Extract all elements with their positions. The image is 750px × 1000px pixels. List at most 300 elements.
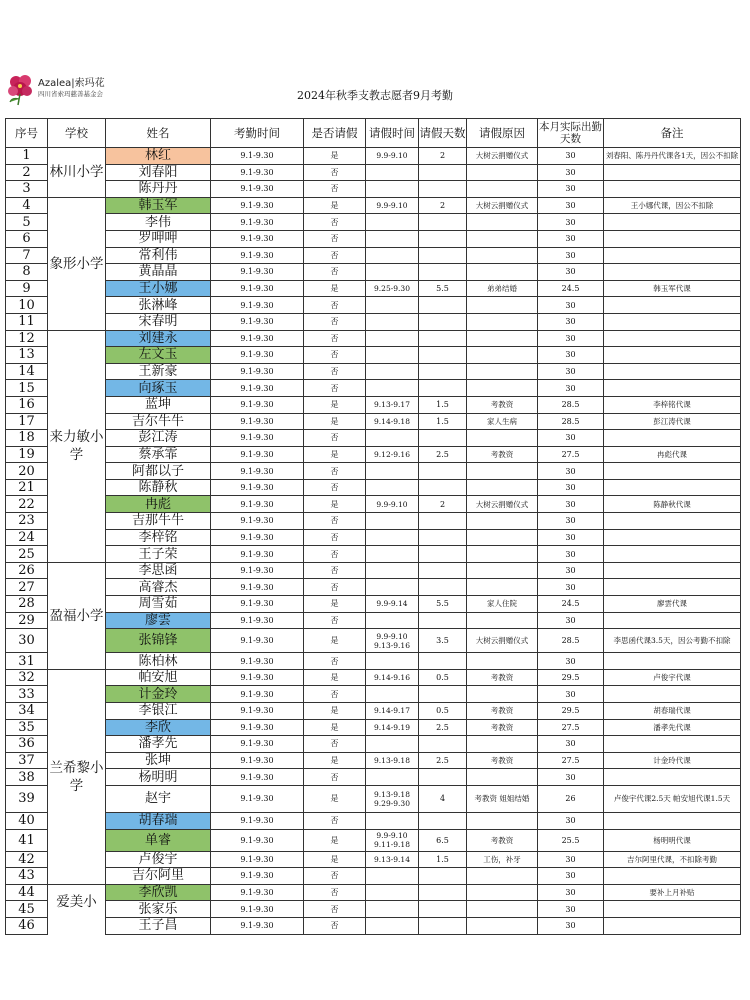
table-row [6,529,741,546]
header-row [6,119,741,148]
leave-days: 2.5 [419,446,467,463]
notes [604,917,741,934]
leave-reason: 大树云捐赠仪式 [467,629,538,653]
actual-days: 30 [538,901,604,918]
leave-period [366,347,419,364]
notes: 冉彪代课 [604,446,741,463]
leave-days: 2.5 [419,719,467,736]
attendance-period: 9.1-9.30 [211,596,304,613]
row-number: 28 [6,596,48,613]
attendance-period: 9.1-9.30 [211,297,304,314]
notes [604,868,741,885]
leave-period: 9.14-9.17 [366,703,419,720]
volunteer-name: 吉那牛牛 [106,513,211,530]
attendance-period: 9.1-9.30 [211,752,304,769]
notes [604,313,741,330]
on-leave: 否 [304,264,366,281]
leave-reason [467,313,538,330]
row-number: 16 [6,396,48,413]
table-row [6,579,741,596]
attendance-period: 9.1-9.30 [211,562,304,579]
table-row [6,230,741,247]
leave-days [419,214,467,231]
actual-days: 30 [538,653,604,670]
leave-reason [467,330,538,347]
on-leave: 是 [304,752,366,769]
on-leave: 是 [304,280,366,297]
attendance-period: 9.1-9.30 [211,247,304,264]
notes [604,430,741,447]
leave-period [366,868,419,885]
notes: 卢俊宇代课2.5天 帕安旭代课1.5天 [604,785,741,812]
volunteer-name: 彭江涛 [106,430,211,447]
row-number: 17 [6,413,48,430]
leave-days [419,513,467,530]
leave-period [366,513,419,530]
attendance-period: 9.1-9.30 [211,230,304,247]
actual-days: 27.5 [538,446,604,463]
notes [604,653,741,670]
notes [604,247,741,264]
notes [604,736,741,753]
attendance-period: 9.1-9.30 [211,363,304,380]
notes [604,479,741,496]
actual-days: 30 [538,363,604,380]
notes: 杨明明代课 [604,829,741,851]
row-number: 18 [6,430,48,447]
attendance-period: 9.1-9.30 [211,330,304,347]
attendance-period: 9.1-9.30 [211,546,304,563]
notes: 胡春瑞代课 [604,703,741,720]
leave-period [366,247,419,264]
on-leave: 否 [304,297,366,314]
volunteer-name: 高睿杰 [106,579,211,596]
attendance-period: 9.1-9.30 [211,148,304,165]
leave-reason: 家人生病 [467,413,538,430]
row-number: 4 [6,197,48,214]
school-name: 盈福小学 [48,562,106,669]
volunteer-name: 陈丹丹 [106,181,211,198]
leave-reason [467,164,538,181]
leave-period [366,612,419,629]
attendance-period: 9.1-9.30 [211,280,304,297]
table-row [6,703,741,720]
table-row [6,917,741,934]
volunteer-name: 李欣 [106,719,211,736]
notes: 陈静秋代课 [604,496,741,513]
leave-reason: 工伤，补牙 [467,851,538,868]
notes [604,181,741,198]
leave-period [366,214,419,231]
on-leave: 否 [304,868,366,885]
table-row [6,297,741,314]
on-leave: 否 [304,513,366,530]
on-leave: 否 [304,579,366,596]
row-number: 42 [6,851,48,868]
on-leave: 否 [304,181,366,198]
leave-period [366,769,419,786]
table-row [6,785,741,812]
volunteer-name: 李伟 [106,214,211,231]
attendance-period: 9.1-9.30 [211,347,304,364]
leave-period [366,736,419,753]
header-seq: 序号 [6,119,48,148]
volunteer-name: 张家乐 [106,901,211,918]
attendance-period: 9.1-9.30 [211,496,304,513]
on-leave: 否 [304,214,366,231]
row-number: 21 [6,479,48,496]
row-number: 19 [6,446,48,463]
actual-days: 30 [538,546,604,563]
volunteer-name: 吉尔阿里 [106,868,211,885]
leave-days [419,901,467,918]
row-number: 1 [6,148,48,165]
actual-days: 30 [538,496,604,513]
row-number: 29 [6,612,48,629]
row-number: 10 [6,297,48,314]
volunteer-name: 吉尔牛牛 [106,413,211,430]
attendance-period: 9.1-9.30 [211,396,304,413]
attendance-period: 9.1-9.30 [211,612,304,629]
leave-days [419,546,467,563]
logo-subtitle: 四川省索玛慈善基金会 [38,90,103,98]
attendance-period: 9.1-9.30 [211,579,304,596]
leave-days: 3.5 [419,629,467,653]
table-row [6,264,741,281]
on-leave: 否 [304,812,366,829]
volunteer-name: 宋春明 [106,313,211,330]
row-number: 26 [6,562,48,579]
attendance-period: 9.1-9.30 [211,669,304,686]
school-name: 林川小学 [48,148,106,198]
actual-days: 30 [538,181,604,198]
leave-days: 4 [419,785,467,812]
leave-reason [467,529,538,546]
notes [604,579,741,596]
table-row [6,812,741,829]
on-leave: 否 [304,479,366,496]
table-row [6,380,741,397]
volunteer-name: 陈柏林 [106,653,211,670]
row-number: 2 [6,164,48,181]
notes [604,363,741,380]
attendance-period: 9.1-9.30 [211,197,304,214]
actual-days: 30 [538,769,604,786]
on-leave: 是 [304,829,366,851]
header-name: 姓名 [106,119,211,148]
leave-days [419,479,467,496]
on-leave: 是 [304,719,366,736]
leave-period [366,884,419,901]
leave-period [366,812,419,829]
actual-days: 30 [538,197,604,214]
on-leave: 否 [304,653,366,670]
leave-period: 9.13-9.18 [366,752,419,769]
leave-days [419,380,467,397]
leave-days: 1.5 [419,413,467,430]
on-leave: 否 [304,917,366,934]
actual-days: 30 [538,247,604,264]
row-number: 30 [6,629,48,653]
notes [604,546,741,563]
on-leave: 否 [304,363,366,380]
actual-days: 30 [538,562,604,579]
attendance-period: 9.1-9.30 [211,851,304,868]
table-row [6,629,741,653]
attendance-table [5,118,741,935]
volunteer-name: 李银江 [106,703,211,720]
actual-days: 30 [538,479,604,496]
row-number: 39 [6,785,48,812]
school-name: 爱美小 [48,884,106,934]
leave-reason: 考教资 [467,669,538,686]
attendance-period: 9.1-9.30 [211,653,304,670]
leave-days [419,164,467,181]
table-row [6,347,741,364]
leave-reason [467,380,538,397]
notes [604,769,741,786]
leave-reason: 考教资 [467,719,538,736]
header-leave-days: 请假天数 [419,119,467,148]
row-number: 33 [6,686,48,703]
attendance-period: 9.1-9.30 [211,380,304,397]
leave-days [419,230,467,247]
attendance-period: 9.1-9.30 [211,413,304,430]
on-leave: 是 [304,629,366,653]
table-row [6,868,741,885]
actual-days: 30 [538,430,604,447]
table-row [6,612,741,629]
leave-period [366,363,419,380]
attendance-period: 9.1-9.30 [211,264,304,281]
on-leave: 是 [304,197,366,214]
on-leave: 否 [304,546,366,563]
school-name: 来力敏小学 [48,330,106,562]
leave-period: 9.9-9.10 [366,496,419,513]
table-row [6,413,741,430]
leave-days [419,330,467,347]
volunteer-name: 刘建永 [106,330,211,347]
leave-days: 2 [419,496,467,513]
on-leave: 否 [304,330,366,347]
leave-reason [467,653,538,670]
leave-reason [467,736,538,753]
volunteer-name: 刘春阳 [106,164,211,181]
notes: 刘春阳、陈丹丹代课各1天，因公不扣除 [604,148,741,165]
actual-days: 28.5 [538,396,604,413]
table-body [6,148,741,935]
attendance-period: 9.1-9.30 [211,446,304,463]
leave-days [419,247,467,264]
leave-reason [467,513,538,530]
leave-reason [467,463,538,480]
table-row [6,164,741,181]
row-number: 5 [6,214,48,231]
leave-days [419,769,467,786]
on-leave: 否 [304,529,366,546]
notes: 计金玲代课 [604,752,741,769]
volunteer-name: 左文玉 [106,347,211,364]
leave-period [366,529,419,546]
attendance-period: 9.1-9.30 [211,868,304,885]
actual-days: 30 [538,529,604,546]
leave-period: 9.13-9.17 [366,396,419,413]
actual-days: 30 [538,612,604,629]
volunteer-name: 卢俊宇 [106,851,211,868]
actual-days: 29.5 [538,703,604,720]
row-number: 32 [6,669,48,686]
row-number: 41 [6,829,48,851]
notes [604,463,741,480]
attendance-period: 9.1-9.30 [211,812,304,829]
leave-reason [467,264,538,281]
notes: 廖雲代课 [604,596,741,613]
actual-days: 29.5 [538,669,604,686]
row-number: 38 [6,769,48,786]
actual-days: 30 [538,884,604,901]
table-row [6,148,741,165]
table-row [6,686,741,703]
actual-days: 25.5 [538,829,604,851]
actual-days: 24.5 [538,280,604,297]
attendance-period: 9.1-9.30 [211,829,304,851]
leave-period [366,430,419,447]
table-row [6,562,741,579]
row-number: 6 [6,230,48,247]
row-number: 12 [6,330,48,347]
volunteer-name: 林红 [106,148,211,165]
volunteer-name: 李思函 [106,562,211,579]
leave-period [366,463,419,480]
leave-period: 9.13-9.18 9.29-9.30 [366,785,419,812]
on-leave: 否 [304,562,366,579]
leave-period [366,264,419,281]
row-number: 27 [6,579,48,596]
leave-period [366,562,419,579]
leave-days [419,653,467,670]
leave-days: 2 [419,197,467,214]
leave-days: 1.5 [419,396,467,413]
leave-days [419,868,467,885]
table-row [6,214,741,231]
row-number: 11 [6,313,48,330]
notes: 李思函代课3.5天，因公考勤不扣除 [604,629,741,653]
leave-reason [467,562,538,579]
leave-reason [467,430,538,447]
actual-days: 30 [538,380,604,397]
leave-period [366,380,419,397]
leave-days [419,529,467,546]
row-number: 9 [6,280,48,297]
on-leave: 是 [304,396,366,413]
leave-reason: 大树云捐赠仪式 [467,197,538,214]
volunteer-name: 王小娜 [106,280,211,297]
leave-period: 9.14-9.16 [366,669,419,686]
leave-period [366,230,419,247]
volunteer-name: 胡春瑞 [106,812,211,829]
leave-days [419,430,467,447]
on-leave: 否 [304,769,366,786]
volunteer-name: 赵宇 [106,785,211,812]
row-number: 25 [6,546,48,563]
table-row [6,496,741,513]
volunteer-name: 张淋峰 [106,297,211,314]
actual-days: 28.5 [538,413,604,430]
volunteer-name: 周雪茹 [106,596,211,613]
leave-reason [467,546,538,563]
header-leave-period: 请假时间 [366,119,419,148]
notes [604,812,741,829]
notes: 吉尔阿里代课，不扣除考勤 [604,851,741,868]
attendance-period: 9.1-9.30 [211,181,304,198]
leave-reason: 大树云捐赠仪式 [467,496,538,513]
leave-period [366,313,419,330]
on-leave: 否 [304,347,366,364]
header-attendance-period: 考勤时间 [211,119,304,148]
notes [604,297,741,314]
actual-days: 24.5 [538,596,604,613]
notes: 李梓铭代课 [604,396,741,413]
table-row [6,463,741,480]
volunteer-name: 计金玲 [106,686,211,703]
row-number: 40 [6,812,48,829]
on-leave: 是 [304,496,366,513]
on-leave: 否 [304,612,366,629]
leave-reason [467,297,538,314]
on-leave: 否 [304,247,366,264]
table-row [6,546,741,563]
leave-days: 1.5 [419,851,467,868]
attendance-period: 9.1-9.30 [211,736,304,753]
attendance-period: 9.1-9.30 [211,769,304,786]
actual-days: 30 [538,579,604,596]
actual-days: 30 [538,868,604,885]
actual-days: 30 [538,463,604,480]
leave-reason: 家人住院 [467,596,538,613]
leave-period [366,479,419,496]
volunteer-name: 王子昌 [106,917,211,934]
row-number: 20 [6,463,48,480]
leave-period: 9.14-9.19 [366,719,419,736]
actual-days: 30 [538,230,604,247]
leave-period [366,164,419,181]
on-leave: 否 [304,901,366,918]
leave-period [366,546,419,563]
leave-reason [467,612,538,629]
table-row [6,446,741,463]
leave-period [366,181,419,198]
leave-reason: 考教资 [467,396,538,413]
leave-days: 2.5 [419,752,467,769]
attendance-period: 9.1-9.30 [211,463,304,480]
actual-days: 30 [538,812,604,829]
on-leave: 否 [304,736,366,753]
table-row [6,884,741,901]
logo-name: Azalea|索玛花 [38,78,105,89]
row-number: 46 [6,917,48,934]
actual-days: 30 [538,214,604,231]
leave-days [419,562,467,579]
attendance-period: 9.1-9.30 [211,703,304,720]
actual-days: 30 [538,313,604,330]
attendance-period: 9.1-9.30 [211,901,304,918]
row-number: 31 [6,653,48,670]
leave-days [419,347,467,364]
leave-days [419,686,467,703]
actual-days: 30 [538,736,604,753]
volunteer-name: 张坤 [106,752,211,769]
notes [604,380,741,397]
